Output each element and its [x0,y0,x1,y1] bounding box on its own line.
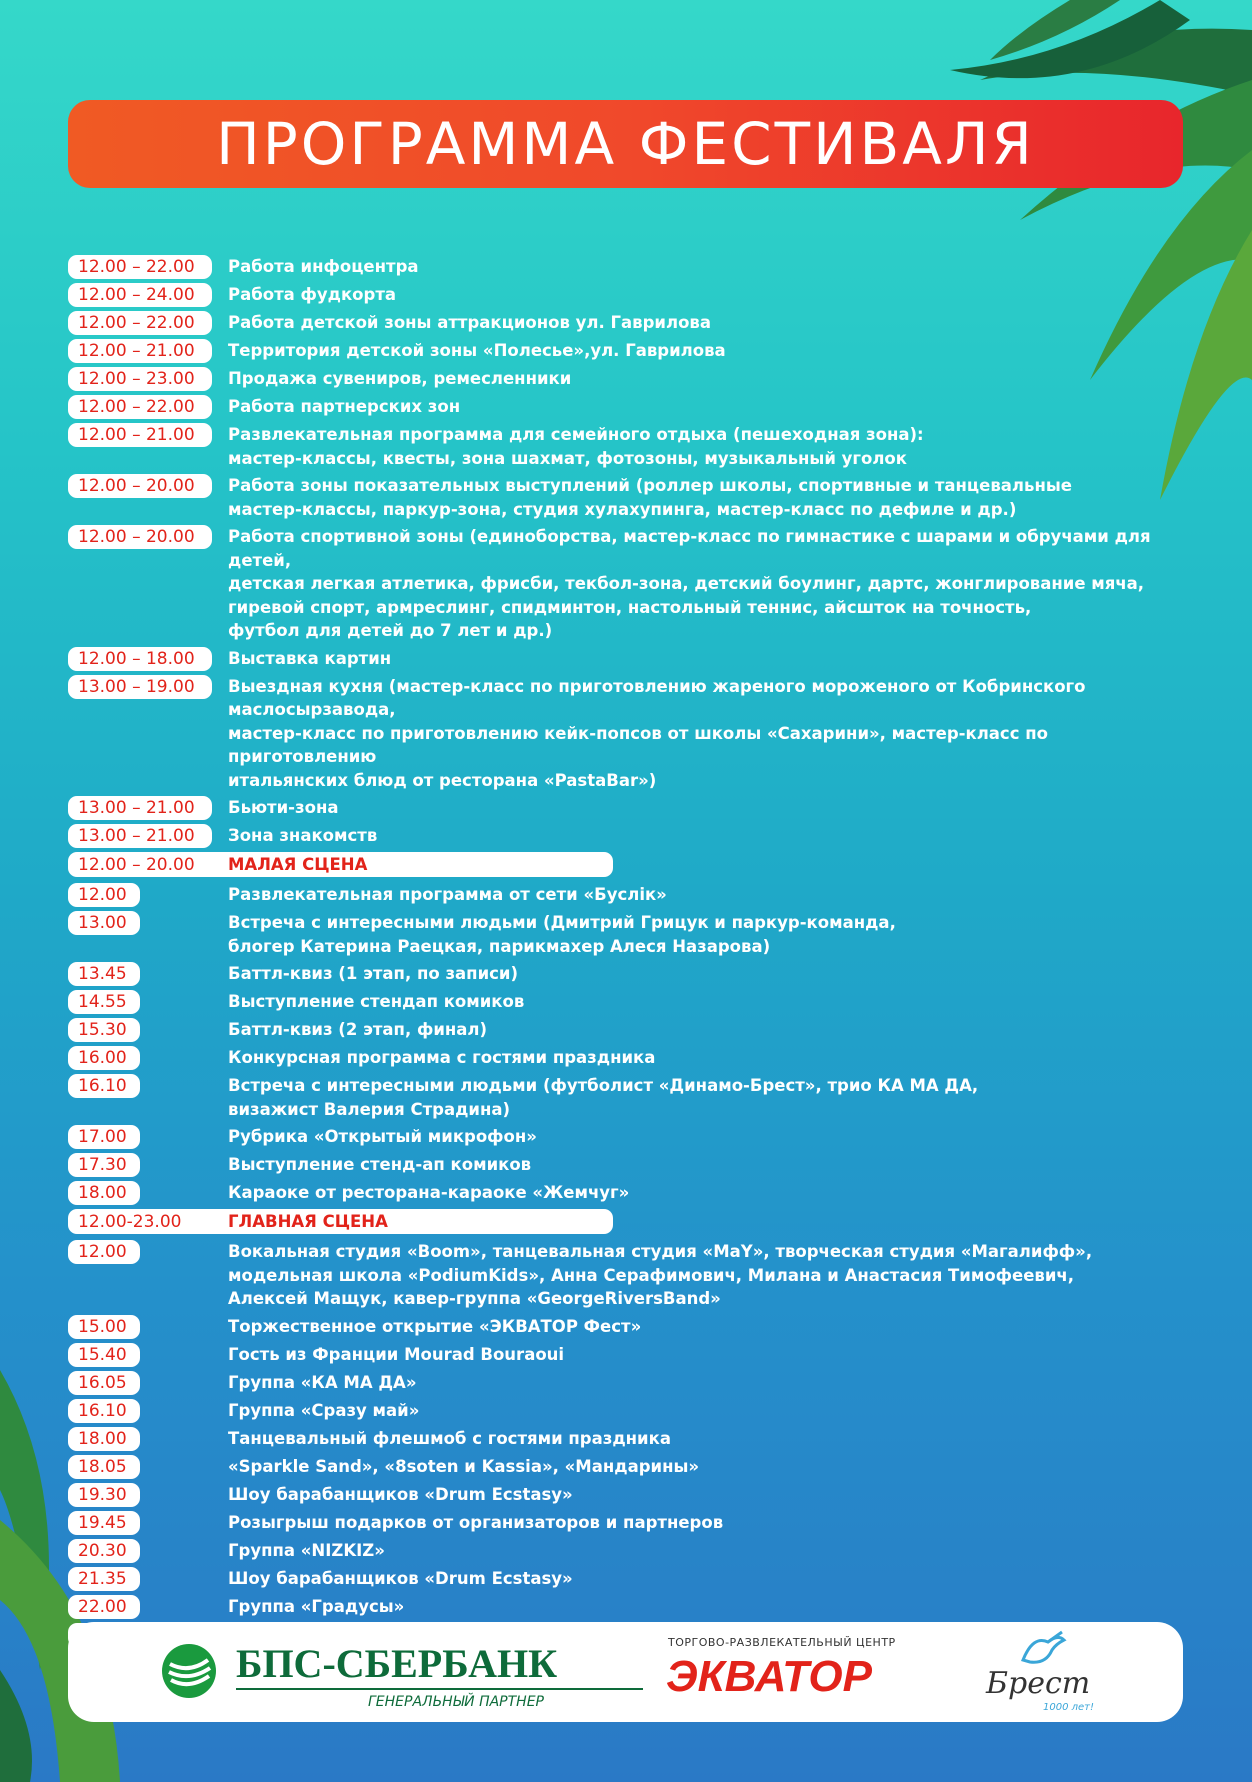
schedule-row [68,395,1198,419]
time-badge: 12.00 – 24.00 [68,283,212,307]
event-text: Выездная кухня (мастер-класс по приготовлению жареного мороженого от Кобринского маслосырзавода, мастер-класс по приготовлению кейк-попсов от школы «Сахарини», мастер-класс по приготовлению итальянских блюд от ресторана «PastaBar») [228,676,1086,790]
event-text: Шоу барабанщиков «Drum Ecstasy» [228,1484,573,1504]
sberbank-subtitle: ГЕНЕРАЛЬНЫЙ ПАРТНЕР [368,1694,544,1710]
event-text: Развлекательная программа от сети «Буслік» [228,885,667,904]
event-text: Выставка картин [228,648,392,668]
event-text: Торжественное открытие «ЭКВАТОР Фест» [228,1316,642,1336]
schedule-row [68,990,1198,1014]
schedule-row [68,525,1198,643]
event-text: Группа «NIZKIZ» [228,1540,385,1560]
event-text: Работа инфоцентра [228,257,419,276]
time-badge: 12.00 – 20.00 [68,525,212,549]
schedule-row [68,1427,1198,1451]
schedule-row [68,1455,1198,1479]
event-text: Территория детской зоны «Полесье»,ул. Гаврилова [228,341,726,360]
schedule-row [68,911,1198,958]
event-text: Зона знакомств [228,826,378,845]
event-text: Работа детской зоны аттракционов ул. Гаврилова [228,313,711,332]
event-text: «Sparkle Sand», «8soten и Kassia», «Мандарины» [228,1456,700,1476]
time-badge: 15.00 [68,1315,140,1339]
schedule-row [68,339,1198,363]
time-badge: 16.05 [68,1371,140,1395]
schedule-row [68,1567,1198,1591]
schedule-row [68,824,1198,848]
event-text: Встреча с интересными людьми (футболист «Динамо-Брест», трио КА МА ДА, визажист Валерия Страдина) [228,1076,979,1119]
event-text: Выступление стендап комиков [228,992,525,1011]
time-badge: 13.00 – 21.00 [68,824,212,848]
section-title: МАЛАЯ СЦЕНА [228,855,368,874]
schedule-row [68,1371,1198,1395]
time-badge: 16.00 [68,1046,140,1070]
schedule-row [68,367,1198,391]
schedule-row [68,1511,1198,1535]
time-badge: 19.45 [68,1511,140,1535]
small-stage-header [68,852,1198,877]
time-badge: 13.00 [68,911,140,935]
event-text: Баттл-квиз (2 этап, финал) [228,1020,488,1039]
brest-name: Брест [986,1666,1091,1701]
time-badge: 20.30 [68,1539,140,1563]
time-badge: 12.00 – 21.00 [68,339,212,363]
time-badge: 12.00 [68,1240,140,1264]
time-badge: 12.00 – 22.00 [68,255,212,279]
header-banner [68,100,1183,188]
time-badge: 16.10 [68,1074,140,1098]
schedule-row [68,423,1198,470]
schedule-row [68,1074,1198,1121]
schedule-row [68,1125,1198,1149]
time-badge: 12.00 – 18.00 [68,647,212,671]
brest-stork-icon [1018,1630,1068,1670]
time-badge: 18.00 [68,1427,140,1451]
time-badge: 18.05 [68,1455,140,1479]
sberbank-name: БПС-СБЕРБАНК [236,1641,558,1686]
schedule-row [68,962,1198,986]
time-badge: 12.00 – 20.00 [68,474,212,498]
section-bar [68,1209,613,1234]
schedule-row [68,283,1198,307]
time-badge: 15.40 [68,1343,140,1367]
event-text: Танцевальный флешмоб с гостями праздника [228,1428,671,1448]
event-text: Работа партнерских зон [228,397,461,416]
schedule-row [68,1399,1198,1423]
time-badge: 22.00 [68,1595,140,1619]
schedule-row [68,1181,1198,1205]
section-time: 12.00 – 20.00 [78,854,195,875]
time-badge: 17.00 [68,1125,140,1149]
event-text: Шоу барабанщиков «Drum Ecstasy» [228,1568,573,1588]
schedule-row [68,675,1198,793]
time-badge: 13.00 – 21.00 [68,796,212,820]
event-text: Группа «КА МА ДА» [228,1372,417,1392]
time-badge: 14.55 [68,990,140,1014]
schedule-row [68,311,1198,335]
brest-subtitle: 1000 лет! [1043,1702,1095,1713]
event-text: Группа «Сразу май» [228,1400,420,1420]
ekvator-subtitle: ТОРГОВО-РАЗВЛЕКАТЕЛЬНЫЙ ЦЕНТР [668,1636,896,1649]
event-text: Конкурсная программа с гостями праздника [228,1048,656,1067]
schedule-row [68,1539,1198,1563]
time-badge: 16.10 [68,1399,140,1423]
time-badge: 21.35 [68,1567,140,1591]
time-badge: 15.30 [68,1018,140,1042]
divider [236,1688,643,1690]
schedule-row [68,255,1198,279]
schedule-row [68,1046,1198,1070]
schedule-row [68,1153,1198,1177]
event-text: Караоке от ресторана-караоке «Жемчуг» [228,1183,630,1202]
event-text: Бьюти-зона [228,798,339,817]
ekvator-name: ЭКВАТОР [666,1652,872,1701]
schedule-row [68,1240,1198,1311]
time-badge: 18.00 [68,1181,140,1205]
section-time: 12.00-23.00 [78,1211,182,1232]
schedule-row [68,883,1198,907]
time-badge: 12.00 [68,883,140,907]
time-badge: 19.30 [68,1483,140,1507]
time-badge: 12.00 – 23.00 [68,367,212,391]
time-badge: 13.45 [68,962,140,986]
event-text: Продажа сувениров, ремесленники [228,369,572,388]
partners-footer [68,1622,1183,1722]
page-title: ПРОГРАММА ФЕСТИВАЛЯ [216,110,1035,178]
schedule-row [68,474,1198,521]
event-text: Гость из Франции Mourad Bouraoui [228,1344,565,1364]
schedule-row [68,647,1198,671]
event-text: Выступление стенд-ап комиков [228,1155,532,1174]
event-text: Встреча с интересными людьми (Дмитрий Грицук и паркур-команда, блогер Катерина Раецкая, парикмахер Алеся Назарова) [228,913,896,956]
main-stage-header [68,1209,1198,1234]
schedule [68,255,1198,1651]
time-badge: 12.00 – 21.00 [68,423,212,447]
time-badge: 17.30 [68,1153,140,1177]
schedule-row [68,1595,1198,1619]
time-badge: 12.00 – 22.00 [68,311,212,335]
sberbank-logo-icon [160,1642,218,1700]
event-text: Работа зоны показательных выступлений (роллер школы, спортивные и танцевальные мастер-классы, паркур-зона, студия хулахупинга, мастер-класс по дефиле и др.) [228,476,1072,519]
schedule-row [68,1315,1198,1339]
event-text: Рубрика «Открытый микрофон» [228,1127,537,1146]
event-text: Баттл-квиз (1 этап, по записи) [228,964,519,983]
section-title: ГЛАВНАЯ СЦЕНА [228,1212,388,1231]
event-text: Развлекательная программа для семейного отдыха (пешеходная зона): мастер-классы, квесты, зона шахмат, фотозоны, музыкальный уголок [228,425,924,468]
schedule-row [68,1018,1198,1042]
event-text: Работа спортивной зоны (единоборства, мастер-класс по гимнастике с шарами и обручами для детей, детская легкая атлетика, фрисби, текбол-зона, детский боулинг, дартс, жонглирование мяча, гиревой спорт, армреслинг, спидминтон, настольный теннис, айсшток на точность, футбол для детей до 7 лет и др.) [228,527,1151,640]
event-text: Работа фудкорта [228,285,397,304]
schedule-row [68,796,1198,820]
schedule-row [68,1343,1198,1367]
event-text: Вокальная студия «Boom», танцевальная студия «MaY», творческая студия «Магалифф», модельная школа «PodiumKids», Анна Серафимович, Милана и Анастасия Тимофеевич, Алексей Мащук, кавер-группа «GeorgeRiversBand» [228,1242,1093,1308]
time-badge: 12.00 – 22.00 [68,395,212,419]
time-badge: 13.00 – 19.00 [68,675,212,699]
section-bar [68,852,613,877]
event-text: Розыгрыш подарков от организаторов и партнеров [228,1512,724,1532]
schedule-row [68,1483,1198,1507]
event-text: Группа «Градусы» [228,1596,405,1616]
